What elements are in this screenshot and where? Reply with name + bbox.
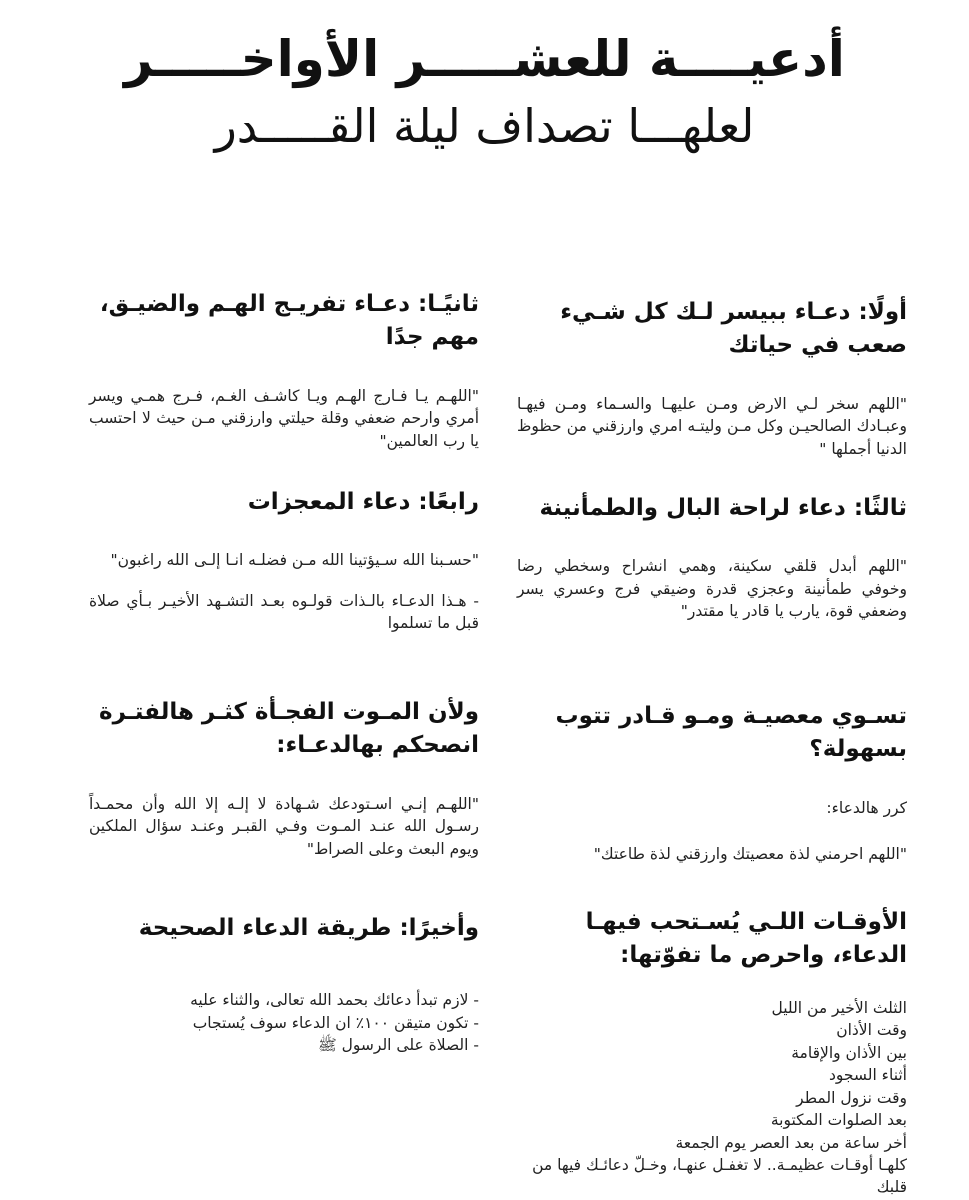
- section-repent-intro: كرر هالدعاء:: [826, 798, 907, 817]
- section-first: [517, 296, 907, 478]
- list-item: أخر ساعة من بعد العصر يوم الجمعة: [675, 1133, 907, 1152]
- section-times-heading: الأوقـات اللـي يُسـتحب فيهـا الدعاء، واحرص ما تفوّتها:: [585, 909, 907, 969]
- section-fourth: [89, 486, 479, 653]
- section-fourth-text: "حسـبنا الله سـيؤتينا الله مـن فضلـه انـا إلـى الله راغبون": [110, 551, 479, 570]
- section-fourth-note: - هـذا الدعـاء بالـذات قولـوه بعـد التشـهد الأخيـر بـأي صلاة قبل ما تسلموا: [89, 591, 479, 633]
- list-item: - لازم تبدأ دعائك بحمد الله تعالى، والثناء عليه: [190, 991, 479, 1010]
- section-method-heading: وأخيرًا: طريقة الدعاء الصحيحة: [138, 915, 479, 941]
- section-first-text: "اللهم سخر لـي الارض ومـن عليهـا والسـماء ومـن فيهـا وعبـادك الصالحيـن وكل مـن وليتـه امري وارزقني من حظوظ الدنيا أجملها ": [517, 394, 907, 458]
- section-method: [89, 912, 479, 1057]
- section-second: [89, 288, 479, 470]
- list-item: وقت نزول المطر: [796, 1088, 907, 1107]
- section-repent-heading: تسـوي معصيـة ومـو قـادر تتوب بسهولة؟: [555, 703, 907, 763]
- times-list: [517, 997, 907, 1199]
- list-item: بين الأذان والإقامة: [791, 1043, 907, 1062]
- section-times: [517, 906, 907, 1199]
- page-header: [0, 28, 969, 154]
- section-sudden-text: "اللهـم إنـي اسـتودعك شـهادة لا إلـه إلا الله وأن محمـداً رسـول الله عنـد المـوت وفـي القبـر وعنـد سؤال الملكين ويوم البعث وعلى الصراط": [89, 794, 479, 858]
- section-sudden-heading: ولأن المـوت الفجـأة كثـر هالفتـرة انصحكم بهالدعـاء:: [99, 699, 479, 759]
- method-list: [89, 989, 479, 1056]
- list-item: بعد الصلوات المكتوبة: [770, 1111, 907, 1130]
- section-second-heading: ثانيًـا: دعـاء تفريـج الهـم والضيـق، مهم جدًا: [99, 291, 479, 351]
- list-item: - الصلاة على الرسول ﷺ: [317, 1036, 479, 1055]
- section-first-heading: أولًا: دعـاء ببيسر لـك كل شـيء صعب في حياتك: [560, 299, 907, 359]
- section-third-heading: ثالثًا: دعاء لراحة البال والطمأنينة: [539, 495, 907, 521]
- page-title: أدعيــــة للعشـــــر الأواخـــــر: [124, 30, 845, 88]
- list-item: وقت الأذان: [836, 1021, 907, 1040]
- section-sudden: [89, 696, 479, 878]
- list-item: كلهـا أوقـات عظيمـة.. لا تغفـل عنهـا، وخـلّ دعائـك فيها من قلبك: [532, 1155, 907, 1197]
- section-repent: [517, 700, 907, 884]
- section-third-text: "اللهم أبدل قلقي سكينة، وهمي انشراح وسخطي رضا وخوفي طمأنينة وعجزي قدرة وضيقي فرج وعسري يسر وضعفي قوة، يارب يا قادر يا مقتدر": [517, 557, 907, 621]
- section-fourth-heading: رابعًا: دعاء المعجزات: [247, 489, 479, 515]
- list-item: أثناء السجود: [828, 1066, 907, 1085]
- section-third: [517, 492, 907, 641]
- list-item: الثلث الأخير من الليل: [771, 998, 907, 1017]
- section-repent-text: "اللهم احرمني لذة معصيتك وارزقني لذة طاعتك": [593, 845, 907, 864]
- section-second-text: "اللهـم يـا فـارج الهـم ويـا كاشـف الغـم، فـرج همـي ويسر أمري وارحم ضعفي وقلة حيلتي وارزقني مـن حيث لا احتسب يا رب العالمين": [89, 386, 479, 450]
- list-item: - تكون متيقن ١٠٠٪ ان الدعاء سوف يُستجاب: [192, 1013, 479, 1032]
- page-subtitle: لعلهـــا تصداف ليلة القـــــدر: [214, 98, 755, 153]
